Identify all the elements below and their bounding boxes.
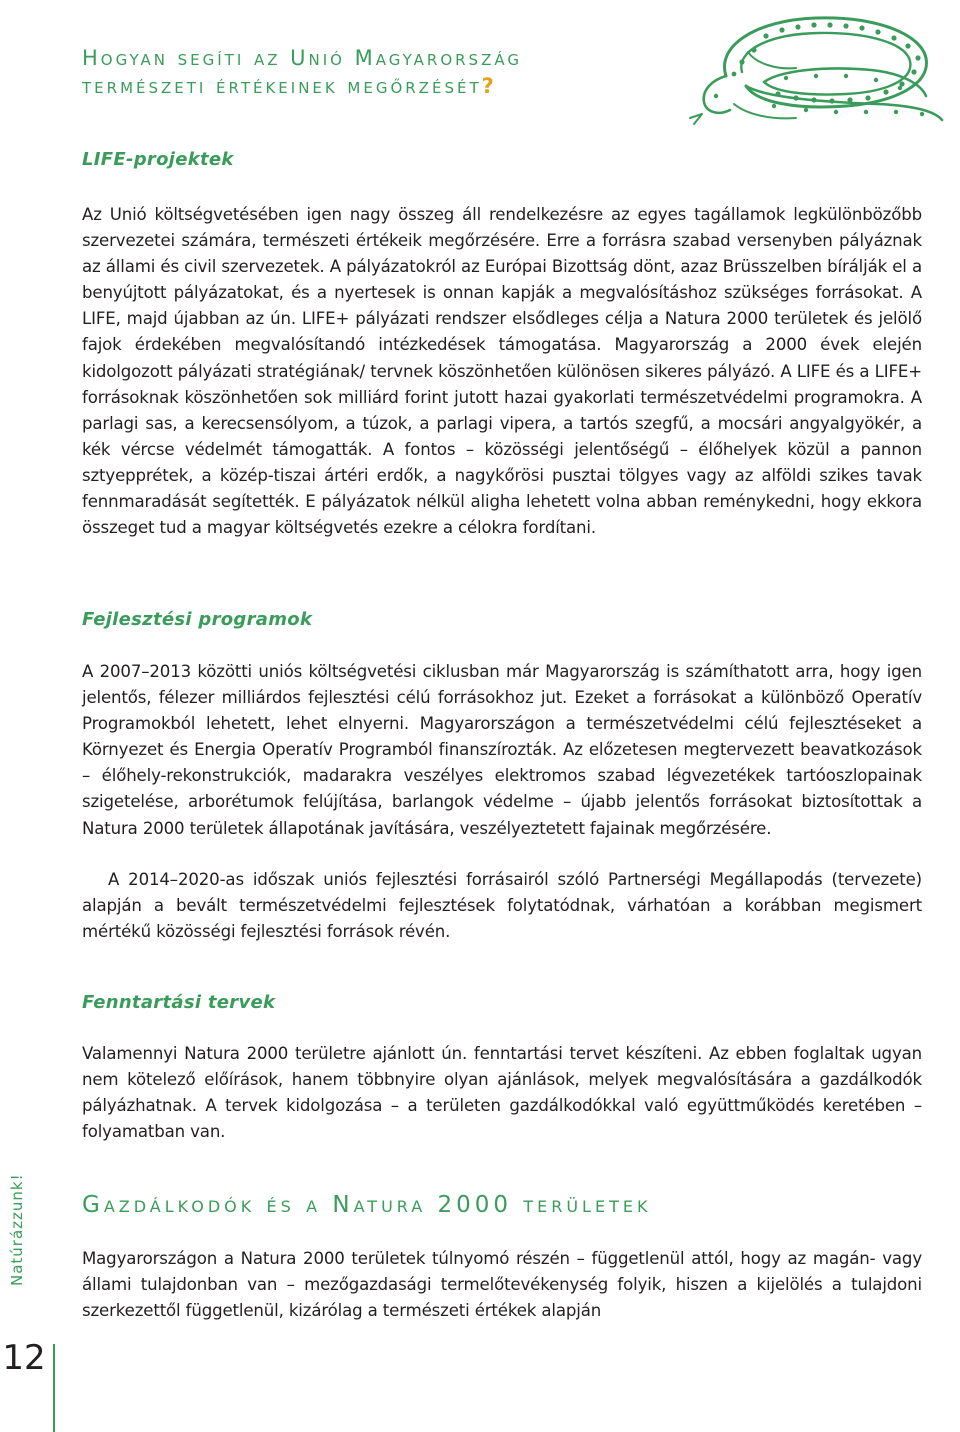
paragraph-gazdalkodok: Magyarországon a Natura 2000 területek túlnyomó részén – függetlenül attól, hogy az magán- vagy állami tulajdonban van – mezőgazdasági termelőtevékenység folyik, hiszen a kijelölés a tulajdoni szerkezettől függetlenül, kizárólag a természeti értékek alapján xyxy=(82,1249,922,1321)
page-title-line1: Hogyan segíti az Unió Magyarország xyxy=(82,46,522,70)
page-title-question-mark: ? xyxy=(481,74,497,98)
page-number-rule xyxy=(53,1344,55,1432)
section-title-gazdalkodok: Gazdálkodók és a Natura 2000 területek xyxy=(82,1192,652,1218)
snake-icon xyxy=(686,6,954,130)
paragraph-fejlesztesi-2: A 2014–2020-as időszak uniós fejlesztési forrásairól szóló Partnerségi Megállapodás (tervezete) alapján a bevált természetvédelmi fejlesztések folytatódnak, várhatóan a korábban megismert mértékű közösségi fejlesztési források révén. xyxy=(82,870,922,942)
sidebar-label: Natúrázzunk! xyxy=(8,1173,26,1286)
paragraph-fenntartasi: Valamennyi Natura 2000 területre ajánlott ún. fenntartási tervet készíteni. Az ebben foglaltak ugyan nem kötelező előírások, hanem többnyire olyan ajánlások, melyek megvalósítására a gazdálkodók pályázhatnak. A tervek kidolgozása – a területen gazdálkodókkal való együttműködés keretében – folyamatban van. xyxy=(82,1044,922,1142)
page-number: 12 xyxy=(2,1338,46,1378)
page-title-line2-text: természeti értékeinek megőrzését xyxy=(82,74,482,98)
page-title-line2 xyxy=(82,72,522,100)
page-title xyxy=(82,44,522,100)
paragraph-life: Az Unió költségvetésében igen nagy összeg áll rendelkezésre az egyes tagállamok legkülönbözőbb szervezetei számára, természeti értékeik megőrzésére. Erre a forrásra szabad versenyben pályáznak az állami és civil szervezetek. A pályázatokról az Európai Bizottság dönt, azaz Brüsszelben bírálják el a benyújtott pályázatokat, és a nyertesek is onnan kapják a megvalósításhoz szükséges forrásokat. A LIFE, majd újabban az ún. LIFE+ pályázati rendszer elsődleges célja a Natura 2000 területek és jelölő fajok érdekében megvalósítandó intézkedések támogatása. Magyarország a 2000 évek elején kidolgozott pályázati stratégiának/ tervnek köszönhetően különösen sikeres pályázó. A LIFE és a LIFE+ forrásoknak köszönhetően sok milliárd forint jutott hazai gyakorlati természetvédelmi programokra. A parlagi sas, a kerecsensólyom, a túzok, a parlagi vipera, a tartós szegfű, a mocsári angyalgyökér, a kék vércse védelmét támogatták. A fontos – közösségi jelentőségű – élőhelyek közül a pannon sztyepprétek, a közép-tiszai ártéri erdők, a nagykőrösi pusztai tölgyes vagy az alföldi szikes tavak fennmaradását segítették. E pályázatok nélkül aligha lehetett volna abban reménykedni, hogy ekkora összeget tud a magyar költségvetés ezekre a célokra fordítani. xyxy=(82,205,922,538)
section-heading-fenntartasi: Fenntartási tervek xyxy=(82,992,276,1013)
paragraph-fejlesztesi-1: A 2007–2013 közötti uniós költségvetési ciklusban már Magyarország is számíthatott arra, hogy igen jelentős, félezer milliárdos fejlesztési célú forrásokhoz jut. Ezeket a forrásokat a különböző Operatív Programokból lehetett, lehet elnyerni. Magyarországon a természetvédelmi célú fejlesztéseket a Környezet és Energia Operatív Programból finanszírozták. Az előzetesen megtervezett beavatkozások – élőhely-rekonstrukciók, madarakra veszélyes elektromos szabad légvezetékek tartóoszlopainak szigetelése, arborétumok felújítása, barlangok védelme – újabb jelentős forrásokat biztosítottak a Natura 2000 területek állapotának javítására, veszélyeztetett fajainak megőrzésére. xyxy=(82,662,922,838)
section-heading-life: LIFE-projektek xyxy=(82,149,234,170)
section-heading-fejlesztesi: Fejlesztési programok xyxy=(82,609,313,630)
